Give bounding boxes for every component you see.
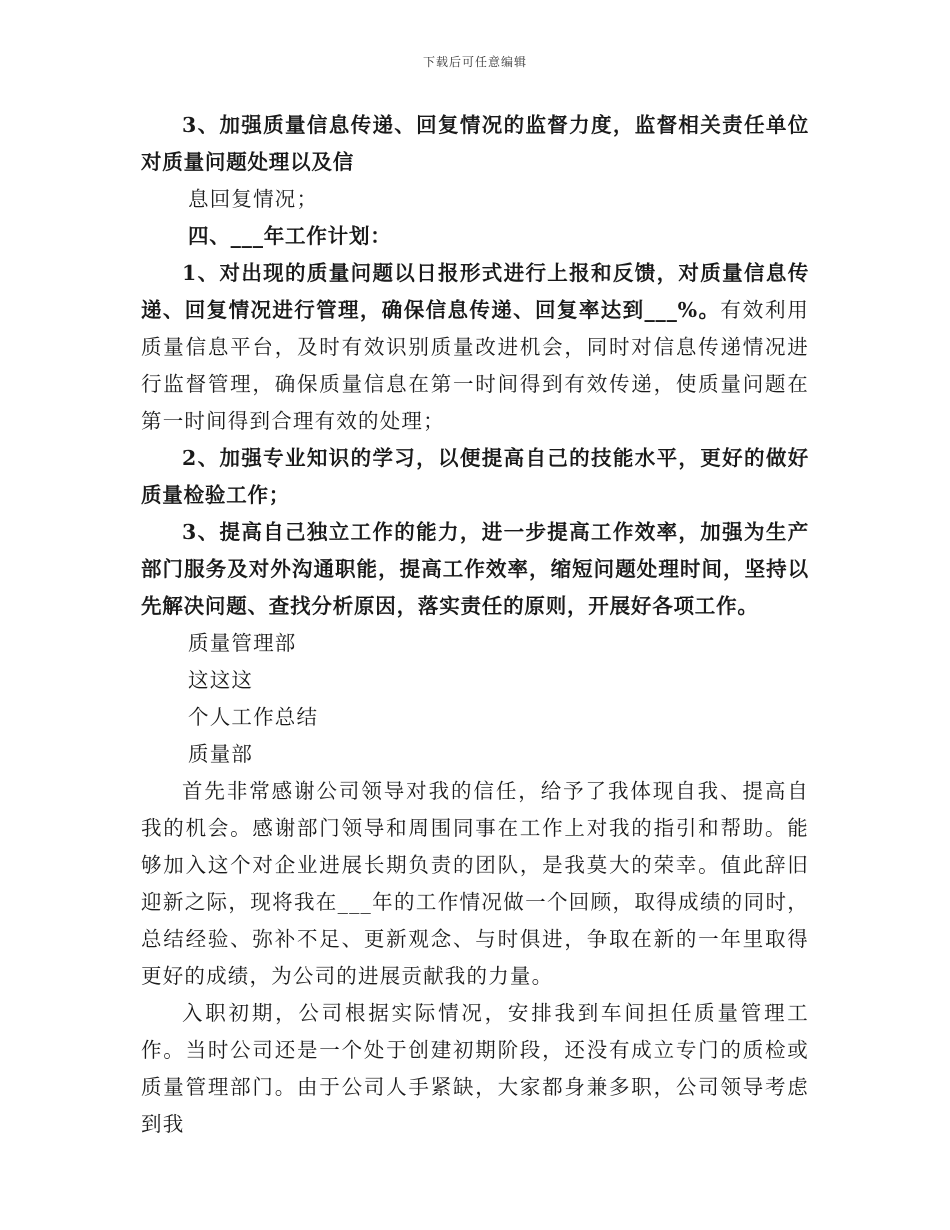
placeholder-text: 这这这 [188,668,254,692]
plan-item-1-normal-text: 有效利用质量信息平台，及时有效识别质量改进机会，同时对信息传递情况进行监督管理，确保质量信息在第一时间得到有效传递，使质量问题在第一时间得到合理有效的处理； [141,298,809,433]
paragraph-item-3-supervision: 3、加强质量信息传递、回复情况的监督力度，监督相关责任单位对质量问题处理以及信 [141,113,809,174]
paragraph-continuation: 息回复情况； [188,187,319,211]
paragraph-onboarding: 入职初期，公司根据实际情况，安排我到车间担任质量管理工作。当时公司还是一个处于创建初期阶段，还没有成立专门的质检或质量管理部门。由于公司人手紧缺，大家都身兼多职，公司领导考虑到我 [141,1001,809,1136]
section-heading-work-plan: 四、___年工作计划： [188,224,392,248]
paragraph-plan-item-1 [141,255,809,440]
department-name: 质量部 [188,742,254,766]
plan-item-1-bold-text: 1、对出现的质量问题以日报形式进行上报和反馈，对质量信息传递、回复情况进行管理，确保信息传递、回复率达到___%。 [141,261,809,322]
header-note: 下载后可任意编辑 [422,55,527,69]
paragraph-introduction: 首先非常感谢公司领导对我的信任，给予了我体现自我、提高自我的机会。感谢部门领导和周围同事在工作上对我的指引和帮助。能够加入这个对企业进展长期负责的团队，是我莫大的荣幸。值此辞旧迎新之际，现将我在___年的工作情况做一个回顾，取得成绩的同时，总结经验、弥补不足、更新观念、与时俱进，争取在新的一年里取得更好的成绩，为公司的进展贡献我的力量。 [141,779,809,988]
department-signature: 质量管理部 [188,631,297,655]
paragraph-plan-item-2: 2、加强专业知识的学习，以便提高自己的技能水平，更好的做好质量检验工作； [141,446,809,507]
document-title: 个人工作总结 [188,705,319,729]
paragraph-plan-item-3: 3、提高自己独立工作的能力，进一步提高工作效率，加强为生产部门服务及对外沟通职能，提高工作效率，缩短问题处理时间，坚持以先解决问题、查找分析原因，落实责任的原则，开展好各项工作。 [141,520,809,618]
document-body [141,107,809,1143]
